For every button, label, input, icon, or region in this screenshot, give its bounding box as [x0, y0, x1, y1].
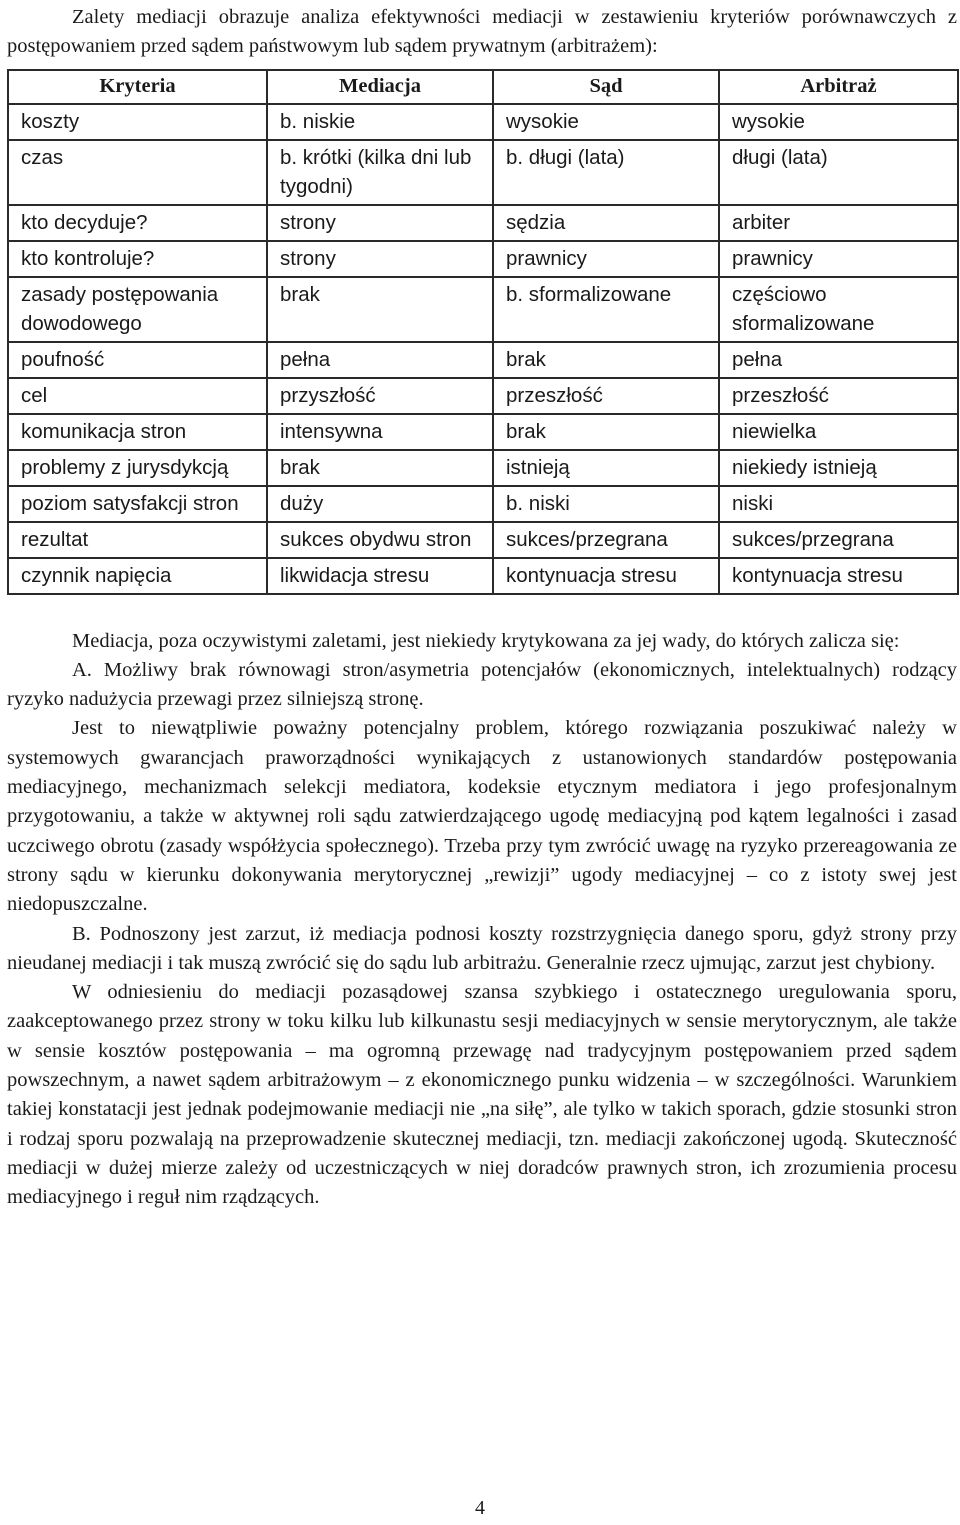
table-cell: brak: [493, 414, 719, 450]
table-row: [8, 378, 958, 414]
table-cell: b. sformalizowane: [493, 277, 719, 342]
table-cell: istnieją: [493, 450, 719, 486]
table-cell: kto kontroluje?: [8, 241, 267, 277]
table-cell: kontynuacja stresu: [493, 558, 719, 594]
table-row: [8, 342, 958, 378]
table-cell: koszty: [8, 104, 267, 140]
paragraph-point-b: B. Podnoszony jest zarzut, iż mediacja podnosi koszty rozstrzygnięcia danego sporu, gdyż strony przy nieudanej mediacji i tak muszą zwrócić się do sądu lub arbitrażu. Generalnie rzecz ujmując, zarzut jest chybiony.: [7, 922, 957, 974]
paragraph-criticism-intro: Mediacja, poza oczywistymi zaletami, jest niekiedy krytykowana za jej wady, do których zalicza się:: [72, 629, 900, 652]
table-row: [8, 486, 958, 522]
table-header-row: [8, 70, 958, 104]
table-cell: strony: [267, 205, 493, 241]
table-cell: poufność: [8, 342, 267, 378]
table-cell: przyszłość: [267, 378, 493, 414]
intro-paragraph: Zalety mediacji obrazuje analiza efektywności mediacji w zestawieniu kryteriów porównawczych z postępowaniem przed sądem państwowym lub sądem prywatnym (arbitrażem):: [7, 6, 957, 58]
table-cell: czas: [8, 140, 267, 205]
table-cell: b. niskie: [267, 104, 493, 140]
table-cell: zasady postępowania dowodowego: [8, 277, 267, 342]
table-body: [8, 104, 958, 594]
table-row: [8, 104, 958, 140]
table-cell: b. niski: [493, 486, 719, 522]
table-cell: prawnicy: [719, 241, 958, 277]
table-cell: niewielka: [719, 414, 958, 450]
paragraph-conclusion: W odniesieniu do mediacji pozasądowej szansa szybkiego i ostatecznego uregulowania sporu, zaakceptowanego przez strony w toku kilku lub kilkunastu sesji mediacyjnych w sensie merytorycznym, ale także w sensie kosztów postępowania – ma ogromną przewagę nad tradycyjnym postępowaniem przed sądem powszechnym, a nawet sądem arbitrażowym – z ekonomicznego punku widzenia – w szczególności. Warunkiem takiej konstatacji jest jednak podejmowanie mediacji nie „na siłę”, ale tylko w takich sporach, gdzie stosunki stron i rodzaj sporu pozwalają na przeprowadzenie skutecznej mediacji, tzn. mediacji zakończonej ugodą. Skuteczność mediacji w dużej mierze zależy od uczestniczących w niej doradców prawnych stron, ich zrozumienia procesu mediacyjnego i reguł nim rządzących.: [7, 981, 957, 1209]
table-row: [8, 205, 958, 241]
table-cell: cel: [8, 378, 267, 414]
table-cell: kto decyduje?: [8, 205, 267, 241]
table-cell: kontynuacja stresu: [719, 558, 958, 594]
table-cell: brak: [267, 450, 493, 486]
table-cell: brak: [267, 277, 493, 342]
table-cell: niski: [719, 486, 958, 522]
table-cell: rezultat: [8, 522, 267, 558]
table-row: [8, 241, 958, 277]
table-cell: pełna: [267, 342, 493, 378]
table-cell: sędzia: [493, 205, 719, 241]
table-cell: brak: [493, 342, 719, 378]
table-cell: likwidacja stresu: [267, 558, 493, 594]
table-cell: sukces/przegrana: [493, 522, 719, 558]
table-cell: przeszłość: [719, 378, 958, 414]
header-criteria: Kryteria: [8, 70, 267, 104]
table-cell: przeszłość: [493, 378, 719, 414]
table-cell: wysokie: [719, 104, 958, 140]
page-number: 4: [475, 1497, 485, 1519]
header-court: Sąd: [493, 70, 719, 104]
table-cell: arbiter: [719, 205, 958, 241]
table-cell: b. krótki (kilka dni lub tygodni): [267, 140, 493, 205]
table-row: [8, 277, 958, 342]
table-row: [8, 522, 958, 558]
header-mediation: Mediacja: [267, 70, 493, 104]
document-page: [7, 0, 957, 1213]
table-row: [8, 450, 958, 486]
comparison-table: [7, 69, 959, 595]
table-cell: czynnik napięcia: [8, 558, 267, 594]
table-cell: niekiedy istnieją: [719, 450, 958, 486]
table-cell: pełna: [719, 342, 958, 378]
table-row: [8, 140, 958, 205]
table-cell: poziom satysfakcji stron: [8, 486, 267, 522]
table-cell: komunikacja stron: [8, 414, 267, 450]
table-cell: prawnicy: [493, 241, 719, 277]
table-cell: sukces/przegrana: [719, 522, 958, 558]
body-text: [7, 627, 957, 1213]
table-cell: długi (lata): [719, 140, 958, 205]
table-row: [8, 558, 958, 594]
paragraph-point-a-discussion: Jest to niewątpliwie poważny potencjalny problem, którego rozwiązania poszukiwać należy w systemowych gwarancjach praworządności wynikających z ustanowionych standardów postępowania mediacyjnego, mechanizmach selekcji mediatora, kodeksie etycznym mediatora i jego profesjonalnym przygotowaniu, a także w aktywnej roli sądu zatwierdzającego ugodę mediacyjną pod kątem legalności i zasad uczciwego obrotu (zasady współżycia społecznego). Trzeba przy tym zwrócić uwagę na ryzyko przereagowania ze strony sądu w kierunku dokonywania merytorycznej „rewizji” ugody mediacyjnej – co z istoty swej jest niedopuszczalne.: [7, 717, 957, 916]
table-cell: duży: [267, 486, 493, 522]
table-cell: intensywna: [267, 414, 493, 450]
table-row: [8, 414, 958, 450]
header-arbitration: Arbitraż: [719, 70, 958, 104]
table-cell: strony: [267, 241, 493, 277]
table-cell: częściowo sformalizowane: [719, 277, 958, 342]
paragraph-point-a: A. Możliwy brak równowagi stron/asymetria potencjałów (ekonomicznych, intelektualnych) rodzący ryzyko nadużycia przewagi przez silniejszą stronę.: [7, 658, 957, 711]
table-cell: b. długi (lata): [493, 140, 719, 205]
table-cell: sukces obydwu stron: [267, 522, 493, 558]
table-cell: problemy z jurysdykcją: [8, 450, 267, 486]
table-cell: wysokie: [493, 104, 719, 140]
